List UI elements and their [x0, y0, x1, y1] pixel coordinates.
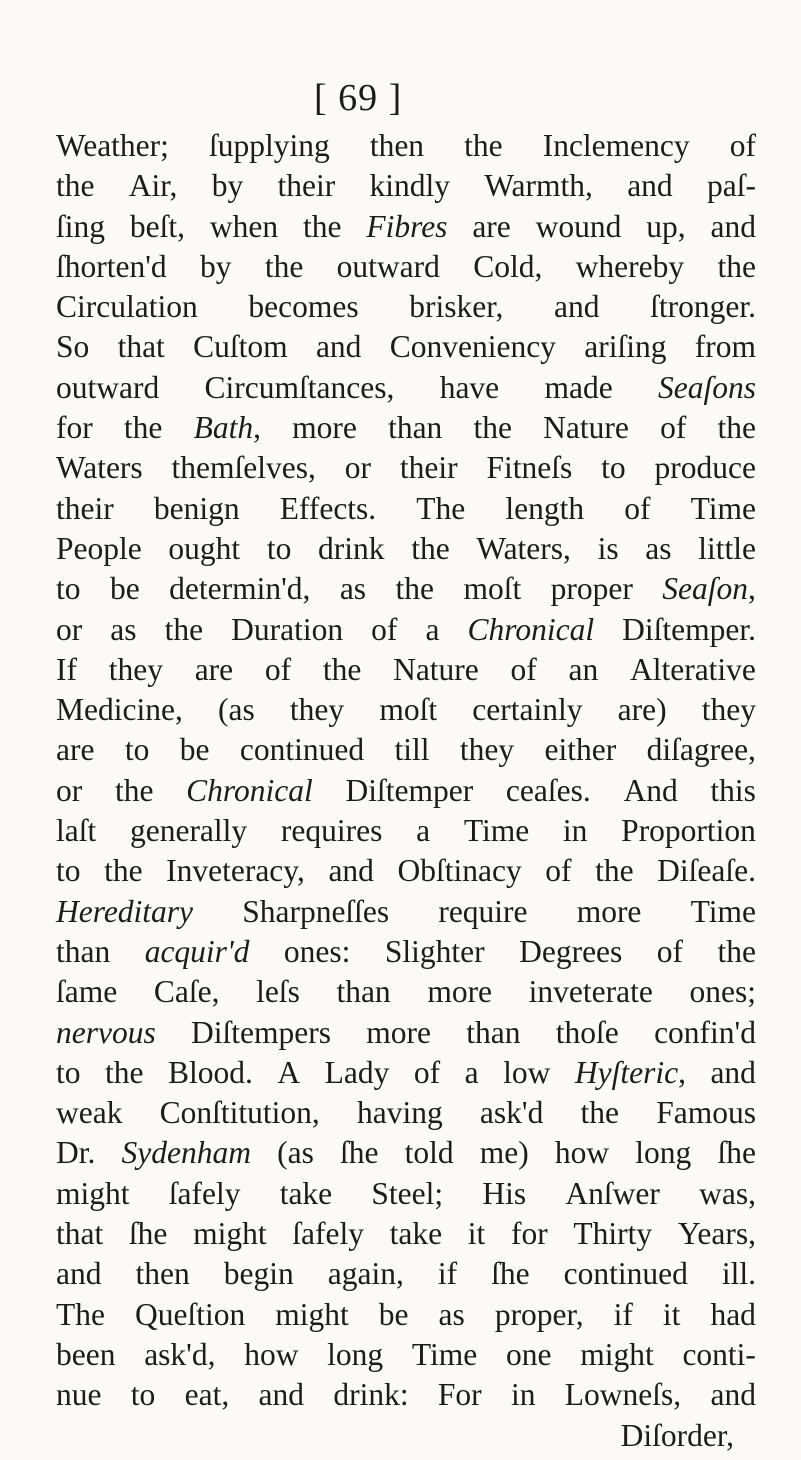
word: length [505, 490, 585, 526]
word: than [466, 1014, 521, 1050]
word: Nature [393, 651, 479, 687]
word: Hereditary [56, 893, 194, 929]
word: when [209, 208, 279, 244]
text-line [56, 972, 756, 1012]
text-line [56, 932, 756, 972]
word: Bath, [193, 410, 261, 446]
word: till [394, 732, 430, 768]
word: The [416, 490, 466, 526]
word: Sharpneſſes [242, 893, 390, 929]
word: Diſtempers [191, 1014, 331, 1050]
word: the [464, 128, 503, 163]
word: they [108, 651, 163, 687]
word: it [662, 1296, 681, 1332]
text-line [56, 247, 756, 287]
word: diſagree, [646, 732, 756, 768]
word: Anſwer [565, 1175, 660, 1211]
word: for [56, 410, 93, 446]
word: the [123, 410, 163, 446]
word: to [266, 530, 292, 566]
word: continued [239, 732, 365, 768]
text-line [56, 1375, 756, 1415]
text-line [56, 771, 756, 811]
text-line [56, 489, 756, 529]
word: Chronical [467, 611, 595, 647]
word: Chronical [186, 772, 313, 808]
word: Hyſteric, [574, 1054, 686, 1090]
word: ſupplying [208, 128, 330, 163]
word: than [336, 974, 391, 1010]
word: beſt, [129, 208, 186, 244]
word: or [56, 772, 83, 808]
word: they [289, 692, 345, 728]
word: up, [646, 208, 686, 244]
word: they [459, 732, 515, 768]
body-text [56, 126, 756, 1456]
word: of [656, 933, 684, 969]
word: more [366, 1014, 431, 1050]
word: A [277, 1054, 301, 1090]
word: might [580, 1336, 654, 1372]
word: ſame [56, 974, 118, 1010]
word: be [109, 571, 140, 607]
word: Obſtinacy [397, 853, 522, 889]
catchword: Diſorder, [620, 1417, 734, 1453]
word: and [710, 1054, 756, 1090]
text-line [56, 368, 756, 408]
word: of [660, 410, 687, 446]
word: conti- [682, 1336, 756, 1372]
word: and [710, 1377, 756, 1413]
word: ones: [283, 933, 351, 969]
text-line [56, 1174, 756, 1214]
word: had [710, 1296, 756, 1332]
word: the [395, 571, 434, 607]
word: was, [699, 1175, 756, 1211]
word: by [199, 248, 232, 284]
word: Effects. [279, 490, 377, 526]
word: Degrees [519, 933, 623, 969]
word: continued [563, 1256, 688, 1292]
word: of [371, 611, 398, 647]
word: Cold, [473, 248, 543, 284]
word: long [327, 1336, 384, 1372]
word: to [56, 853, 81, 889]
word: Seaſons [658, 369, 756, 405]
text-line [56, 448, 756, 488]
word: Queſtion [135, 1296, 246, 1332]
word: if [437, 1256, 458, 1292]
word: Seaſon, [662, 571, 756, 607]
word: a [416, 813, 431, 849]
word: Air, [128, 168, 178, 204]
word: again, [327, 1256, 404, 1292]
word: as [110, 611, 137, 647]
word: to [56, 571, 81, 607]
word: the [104, 853, 143, 889]
word: they [701, 692, 756, 728]
word: been [56, 1336, 116, 1372]
word: the [114, 772, 154, 808]
word: Time [690, 490, 756, 526]
word: moſt [379, 692, 438, 728]
word: ſhe [491, 1256, 530, 1292]
word: The [56, 1296, 105, 1332]
word: Diſeaſe. [657, 853, 756, 889]
word: their [56, 490, 114, 526]
word: acquir'd [144, 933, 250, 969]
word: Conſtitution, [159, 1095, 320, 1131]
page-number: [ 69 ] [314, 77, 403, 119]
word: having [357, 1095, 443, 1131]
word: more [292, 410, 357, 446]
word: Proportion [621, 813, 756, 849]
catchword-line [56, 1416, 756, 1456]
word: require [438, 893, 528, 929]
word: are [472, 208, 511, 244]
word: Fibres [366, 208, 448, 244]
word: the [717, 410, 756, 446]
word: (as [277, 1135, 314, 1171]
word: His [482, 1175, 527, 1211]
word: told [404, 1135, 454, 1171]
word: and [553, 289, 600, 325]
text-line [56, 408, 756, 448]
word: the [322, 651, 362, 687]
word: from [694, 329, 756, 365]
word: it [467, 1216, 486, 1252]
word: begin [223, 1256, 294, 1292]
text-line [56, 1133, 756, 1173]
word: a [464, 1054, 479, 1090]
word: Fitneſs [486, 450, 573, 486]
text-line [56, 1053, 756, 1093]
word: ſing [56, 208, 106, 244]
word: outward [336, 248, 440, 284]
word: have [439, 369, 500, 405]
word: the [595, 853, 634, 889]
word: the [56, 168, 95, 204]
word: ſafely [168, 1175, 241, 1211]
word: Famous [656, 1095, 756, 1131]
text-line [56, 650, 756, 690]
word: wound [535, 208, 622, 244]
word: the [164, 611, 204, 647]
word: eat, [184, 1377, 230, 1413]
word: either [544, 732, 617, 768]
text-line [56, 1335, 756, 1375]
word: more [576, 893, 642, 929]
word: ones; [689, 974, 756, 1010]
word: might [275, 1296, 349, 1332]
word: an [568, 651, 599, 687]
word: be [179, 732, 210, 768]
text-line [56, 1295, 756, 1335]
word: proper, [494, 1296, 584, 1332]
text-line [56, 1013, 756, 1053]
word: of [545, 853, 572, 889]
word: Thirty [573, 1216, 653, 1252]
word: or [344, 450, 372, 486]
text-line [56, 207, 756, 247]
word: drink: [333, 1377, 409, 1413]
word: long [635, 1135, 692, 1171]
word: inveterate [528, 974, 653, 1010]
text-line [56, 1214, 756, 1254]
text-line [56, 851, 756, 891]
word: weak [56, 1095, 123, 1131]
word: Time [690, 893, 756, 929]
word: If [56, 651, 77, 687]
word: Nature [543, 410, 629, 446]
word: for [510, 1216, 548, 1252]
word: produce [654, 450, 756, 486]
text-line [56, 327, 756, 367]
word: laſt [56, 813, 97, 849]
word: Diſtemper [345, 772, 474, 808]
word: Time [411, 1336, 478, 1372]
word: Dr. [56, 1135, 96, 1171]
text-line [56, 1254, 756, 1294]
word: their [277, 168, 336, 204]
word: this [710, 772, 756, 808]
word: confin'd [654, 1014, 756, 1050]
word: one [506, 1336, 552, 1372]
word: as [645, 530, 672, 566]
word: then [369, 128, 425, 163]
word: nue [56, 1377, 102, 1413]
text-line [56, 1093, 756, 1133]
word: Warmth, [484, 168, 593, 204]
word: their [399, 450, 458, 486]
word: benign [153, 490, 240, 526]
word: a [425, 611, 440, 647]
word: as [339, 571, 367, 607]
word: drink [318, 530, 385, 566]
word: are) [617, 692, 667, 728]
word: is [597, 530, 619, 566]
word: the [580, 1095, 620, 1131]
word: are [194, 651, 234, 687]
word: Caſe, [153, 974, 220, 1010]
word: in [510, 1377, 536, 1413]
word: ought [168, 530, 241, 566]
word: and [710, 208, 756, 244]
word: Weather; [56, 128, 169, 163]
word: are [56, 732, 95, 768]
word: And [623, 772, 678, 808]
word: that [117, 329, 165, 365]
word: to [56, 1054, 81, 1090]
word: Years, [677, 1216, 756, 1252]
word: or [56, 611, 83, 647]
word: Conveniency [389, 329, 556, 365]
word: as [438, 1296, 465, 1332]
word: proper [550, 571, 633, 607]
word: that [56, 1216, 104, 1252]
word: the [411, 530, 450, 566]
word: Duration [231, 611, 344, 647]
word: more [427, 974, 493, 1010]
text-line [56, 287, 756, 327]
word: Blood. [168, 1054, 253, 1090]
text-line [56, 166, 756, 206]
word: themſelves, [171, 450, 316, 486]
word: of [264, 651, 292, 687]
word: whereby [575, 248, 685, 284]
word: ariſing [584, 329, 667, 365]
word: might [193, 1216, 267, 1252]
text-line [56, 730, 756, 770]
word: determin'd, [169, 571, 311, 607]
word: Steel; [371, 1175, 444, 1211]
word: in [562, 813, 588, 849]
word: Slighter [384, 933, 485, 969]
word: then [135, 1256, 190, 1292]
word: take [389, 1216, 443, 1252]
word: the [105, 1054, 144, 1090]
word: and [315, 329, 362, 365]
word: than [56, 933, 111, 969]
text-line [56, 126, 756, 166]
word: ſhe [717, 1135, 756, 1171]
word: and [328, 853, 374, 889]
word: how [244, 1336, 299, 1372]
text-line [56, 892, 756, 932]
word: ſtronger. [650, 289, 756, 325]
word: generally [129, 813, 248, 849]
word: Alterative [629, 651, 756, 687]
word: becomes [248, 289, 359, 325]
text-line [56, 690, 756, 730]
word: Medicine, [56, 692, 183, 728]
word: Time [463, 813, 530, 849]
word: might [56, 1175, 130, 1211]
word: kindly [369, 168, 451, 204]
word: and [56, 1256, 102, 1292]
text-line [56, 610, 756, 650]
word: nervous [56, 1014, 156, 1050]
word: Diſtemper. [622, 611, 756, 647]
word: ſafely [292, 1216, 364, 1252]
word: Inclemency [542, 128, 690, 163]
word: So [56, 329, 90, 365]
word: if [613, 1296, 633, 1332]
word: the [264, 248, 304, 284]
word: by [211, 168, 244, 204]
word: of [510, 651, 537, 687]
word: ſhorten'd [56, 248, 167, 284]
word: leſs [256, 974, 300, 1010]
word: paſ- [706, 168, 756, 204]
word: me) [479, 1135, 529, 1171]
word: ill. [721, 1256, 756, 1292]
word: low [503, 1054, 551, 1090]
word: For [437, 1377, 482, 1413]
word: brisker, [409, 289, 504, 325]
word: Lady [324, 1054, 390, 1090]
word: the [303, 208, 342, 244]
word: requires [280, 813, 383, 849]
word: Circulation [56, 289, 198, 325]
word: thoſe [555, 1014, 619, 1050]
word: how [554, 1135, 610, 1171]
word: to [124, 732, 150, 768]
word: to [601, 450, 626, 486]
word: (as [218, 692, 255, 728]
word: little [698, 530, 756, 566]
word: and [258, 1377, 305, 1413]
word: take [279, 1175, 333, 1211]
word: of [624, 490, 651, 526]
word: ſhe [340, 1135, 379, 1171]
word: of [413, 1054, 441, 1090]
word: made [544, 369, 613, 405]
word: and [627, 168, 673, 204]
text-line [56, 529, 756, 569]
word: ask'd [479, 1095, 544, 1131]
word: certainly [472, 692, 583, 728]
text-line [56, 569, 756, 609]
word: Sydenham [121, 1135, 251, 1171]
word: the [473, 410, 512, 446]
word: outward [56, 369, 160, 405]
word: the [717, 933, 756, 969]
word: ſhe [128, 1216, 168, 1252]
word: Waters, [476, 530, 571, 566]
word: Circumſtances, [204, 369, 395, 405]
word: be [378, 1296, 409, 1332]
word: ceaſes. [505, 772, 591, 808]
word: ask'd, [144, 1336, 216, 1372]
word: People [56, 530, 142, 566]
word: of [729, 128, 756, 163]
word: the [717, 248, 756, 284]
word: moſt [463, 571, 522, 607]
word: Waters [56, 450, 143, 486]
word: Lowneſs, [564, 1377, 682, 1413]
word: than [388, 410, 443, 446]
text-line [56, 811, 756, 851]
word: to [130, 1377, 156, 1413]
word: Inveteracy, [166, 853, 305, 889]
word: Cuſtom [193, 329, 288, 365]
